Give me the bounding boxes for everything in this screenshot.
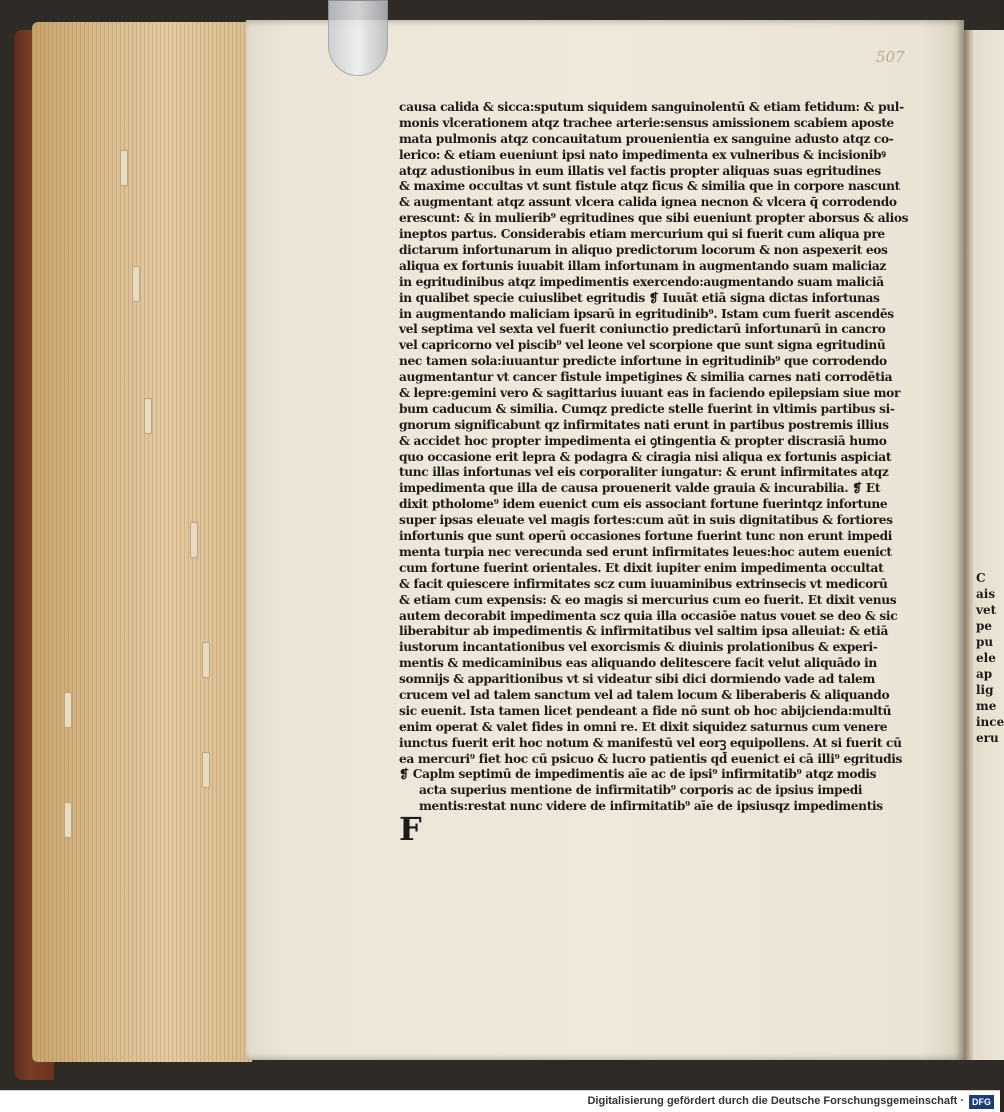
margin-fragment: vet [976, 603, 997, 617]
text-line: gnorum significabunt qz infirmitates nati erunt in partibus postremis illius [399, 417, 889, 432]
text-line: ineptos partus. Considerabis etiam mercurium qui si fuerit cum aliqua pre [399, 227, 885, 242]
text-line: ea mercuri⁹ fiet hoc cū psicuo & lucro patientis qd̄ euenict ei cā illi⁹ egritudis [399, 751, 903, 766]
text-line: sic euenit. Ista tamen licet pendeant a fide nō sunt ob hoc abijcienda:multū [399, 703, 892, 718]
page-folio: 507 [876, 48, 905, 66]
text-line: mata pulmonis atqz concauitatum prouenientia ex sanguine adusto atqz co- [399, 131, 894, 146]
text-line: atqz adustionibus in eum illatis vel factis propter aliquas suas egritudines [399, 163, 881, 178]
next-page-edge [964, 30, 1004, 1060]
text-line: erescunt: & in mulierib⁹ egritudines que sibi eueniunt propter aborsus & alios [399, 211, 909, 226]
margin-fragment: pu [976, 635, 994, 649]
text-line: & facit quiescere infirmitates scz cum iuuaminibus extrinsecis vt medicorū [399, 576, 888, 591]
page-tab [202, 752, 210, 788]
margin-fragment: lig [976, 683, 994, 697]
margin-fragment: ais [976, 587, 996, 601]
text-line: tunc illas infortunas vel eis corporaliter iungatur: & erunt infirmitates atqz [399, 465, 889, 480]
page-tab [64, 692, 72, 728]
text-line: iunctus fuerit erit hoc notum & manifestū vel eorꝫ equipollens. At si fuerit cū [399, 735, 902, 750]
text-line: somnijs & apparitionibus vt si videatur sibi dici dormiendo vade ad talem [399, 672, 875, 687]
text-line: bum caducum & similia. Cumqz predicte stelle fuerint in vltimis partibus si- [399, 401, 895, 416]
text-line: in qualibet specie cuiuslibet egritudis ❡ Iuuāt etiā signa dictas infortunas [399, 290, 880, 305]
text-line: dixit ptholome⁹ idem euenict cum eis associant fortune fuerintqz infortune [399, 497, 888, 512]
text-line: menta turpia nec verecunda sed erunt infirmitates leues:hoc autem euenict [399, 544, 892, 559]
margin-fragment: pe [976, 619, 993, 633]
text-line: nec tamen sola:iuuantur predicte infortune in egritudinib⁹ que corrodendo [399, 354, 887, 369]
margin-fragment: eru [976, 731, 999, 745]
text-line: quo occasione erit lepra & podagra & ciragia nisi aliqua ex fortunis aspiciat [399, 449, 892, 464]
text-line: aliqua ex fortunis iuuabit illam infortunam in augmentando suam maliciaz [399, 258, 886, 273]
text-line: & augmentant atqz assunt vlcera calida ignea necnon & vlcera q̄ corrodendo [399, 195, 897, 210]
page-tab [190, 522, 198, 558]
initial-letter: F [399, 810, 422, 848]
footer-bar [0, 1090, 1000, 1112]
text-line: liberabitur ab impedimentis & infirmitatibus vel saltim ipsa alleuiat: & etiā [399, 624, 889, 639]
text-line: autem decorabit impedimenta scz quia illa occasiōe natus vouet se deo & sic [399, 608, 898, 623]
margin-fragment: ap [976, 667, 993, 681]
text-line: & maxime occultas vt sunt fistule atqz ficus & similia que in corpore nascunt [399, 179, 900, 194]
text-line: dictarum infortunarum in aliquo predictorum locorum & non aspexerit eos [399, 243, 888, 258]
text-line: causa calida & sicca:sputum siquidem sanguinolentū & etiam fetidum: & pul- [399, 100, 904, 114]
text-line: super ipsas eleuate vel magis fortes:cum aūt in suis dignitatibus & fortiores [399, 513, 893, 528]
margin-fragment: C [976, 571, 986, 585]
text-line: cum fortune fuerint orientales. Et dixit iupiter enim impedimenta occultat [399, 560, 884, 575]
page-text-block [399, 100, 909, 815]
margin-fragment: ince [976, 715, 1004, 729]
text-line: & etiam cum expensis: & eo magis si mercurius cum eo fuerit. Et dixit venus [399, 592, 897, 607]
text-line-after-initial: acta superius mentione de infirmitatib⁹ corporis ac de ipsius impedi [419, 783, 863, 798]
page-tab [202, 642, 210, 678]
funding-credit: Digitalisierung gefördert durch die Deutsche Forschungsgemeinschaft · [587, 1095, 964, 1107]
page-tab [120, 150, 128, 186]
text-line: crucem vel ad talem sanctum vel ad talem locum & liberaberis & aliquando [399, 687, 890, 702]
text-line: monis vlcerationem atqz trachee arterie:sensus amissionem scabiem aposte [399, 115, 894, 130]
text-line: ❡ Caplm septimū de impedimentis aīe ac de ipsi⁹ infirmitatib⁹ atqz modis [399, 767, 877, 782]
text-line: infortunis que sunt operū occasiones fortune fuerint tunc non erunt impedi [399, 529, 893, 544]
dfg-logo: DFG [969, 1095, 994, 1109]
text-line: in augmentando maliciam ipsarū in egritudinib⁹. Istam cum fuerit ascendēs [399, 306, 894, 321]
text-line: in egritudinibus atqz impedimentis exercendo:augmentando suam maliciā [399, 274, 884, 289]
page-tab [64, 802, 72, 838]
margin-fragment: me [976, 699, 997, 713]
text-line: mentis & medicaminibus eas aliquando delitescere facit velut aliquādo in [399, 656, 877, 671]
text-line: enim operat & valet fides in omni re. Et dixit siquidez saturnus cum venere [399, 719, 888, 734]
page-tab [132, 266, 140, 302]
text-line: augmentantur vt cancer fistule impetigines & similia carnes nati corrodētia [399, 370, 893, 385]
page-tab [144, 398, 152, 434]
page-fore-edge [32, 22, 252, 1062]
text-line: iustorum incantationibus vel exorcismis & diuinis prolationibus & experi- [399, 640, 878, 655]
margin-fragment: ele [976, 651, 996, 665]
page-clip [328, 0, 388, 76]
text-line: impedimenta que illa de causa prouenerit valde grauia & incurabilia. ❡ Et [399, 481, 881, 496]
text-line: vel septima vel sexta vel fuerit coniunctio predictarū infortunarū in cancro [399, 322, 886, 337]
text-line: & accidet hoc propter impedimenta ei ꝯtingentia & propter discrasiā humo [399, 433, 887, 448]
text-line: & lepre:gemini vero & sagittarius iuuant eas in faciendo epilepsiam siue mor [399, 386, 901, 401]
text-line: vel capricorno vel piscib⁹ vel leone vel scorpione que sunt signa egritudinū [399, 338, 886, 353]
text-line-after-initial: mentis:restat nunc videre de infirmitatib⁹ aīe de ipsiusqz impedimentis [419, 799, 883, 814]
text-line: lerico: & etiam eueniunt ipsi nato impedimenta ex vulneribus & incisionibꝰ [399, 147, 886, 162]
adjacent-page-margin-text [976, 570, 1004, 746]
